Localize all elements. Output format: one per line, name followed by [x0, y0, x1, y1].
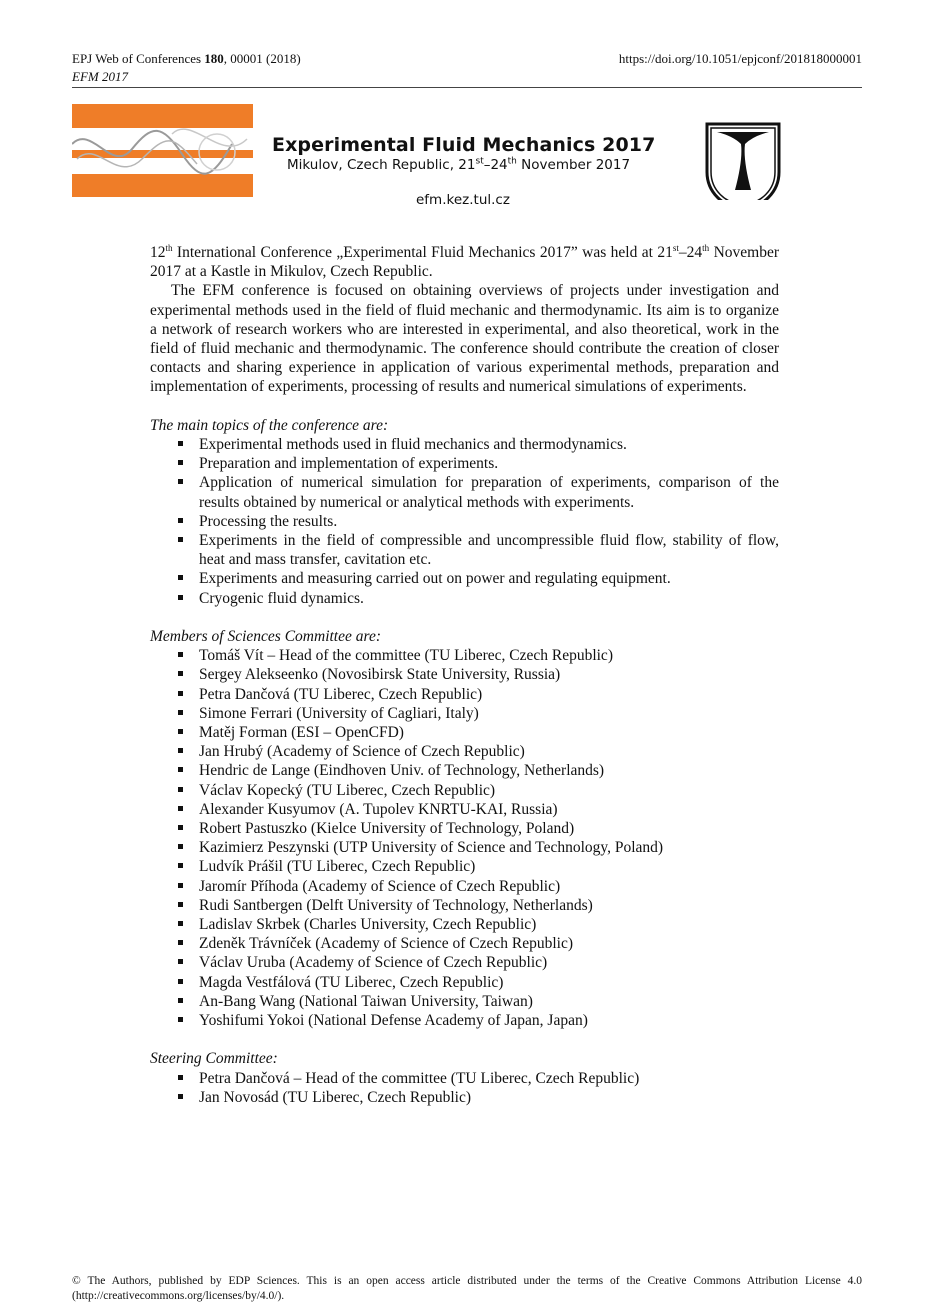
- list-item: Kazimierz Peszynski (UTP University of Science and Technology, Poland): [150, 838, 779, 857]
- list-item: Cryogenic fluid dynamics.: [150, 589, 779, 608]
- list-item: Simone Ferrari (University of Cagliari, Italy): [150, 704, 779, 723]
- journal-volume: 180: [204, 51, 224, 66]
- list-item: Ludvík Prášil (TU Liberec, Czech Republic): [150, 857, 779, 876]
- list-item: Václav Uruba (Academy of Science of Czech Republic): [150, 953, 779, 972]
- location-text: Mikulov, Czech Republic, 21: [287, 157, 476, 173]
- conference-location-date: [287, 157, 630, 173]
- list-item: An-Bang Wang (National Taiwan University, Taiwan): [150, 992, 779, 1011]
- conference-tag: EFM 2017: [72, 69, 128, 84]
- tul-logo-icon: [703, 120, 783, 200]
- topics-heading: The main topics of the conference are:: [150, 416, 389, 434]
- intro-text: 12: [150, 244, 166, 261]
- topics-list: [150, 435, 779, 608]
- list-item: Experiments and measuring carried out on power and regulating equipment.: [150, 569, 779, 588]
- science-committee-list: [150, 646, 779, 1030]
- list-item: Robert Pastuszko (Kielce University of Technology, Poland): [150, 819, 779, 838]
- list-item: Yoshifumi Yokoi (National Defense Academy of Japan, Japan): [150, 1011, 779, 1030]
- license-footer: © The Authors, published by EDP Sciences. This is an open access article distributed under the terms of the Creative Commons Attribution License 4.0 (http://creativecommons.org/licenses/by/4.0/).: [72, 1275, 862, 1302]
- list-item: Rudi Santbergen (Delft University of Technology, Netherlands): [150, 896, 779, 915]
- list-item: Alexander Kusyumov (A. Tupolev KNRTU-KAI, Russia): [150, 800, 779, 819]
- science-committee-heading: Members of Sciences Committee are:: [150, 628, 381, 646]
- intro-text: –24: [678, 244, 703, 261]
- list-item: Preparation and implementation of experiments.: [150, 454, 779, 473]
- list-item: Magda Vestfálová (TU Liberec, Czech Republic): [150, 973, 779, 992]
- list-item: Jan Novosád (TU Liberec, Czech Republic): [150, 1088, 779, 1107]
- efm-logo-icon: [72, 104, 253, 197]
- conference-url[interactable]: efm.kez.tul.cz: [416, 192, 510, 208]
- list-item: Václav Kopecký (TU Liberec, Czech Republic): [150, 781, 779, 800]
- list-item: Jaromír Příhoda (Academy of Science of Czech Republic): [150, 877, 779, 896]
- ordinal-suffix: th: [507, 156, 517, 167]
- article-body: [150, 243, 779, 1107]
- list-item: Ladislav Skrbek (Charles University, Czech Republic): [150, 915, 779, 934]
- journal-article-number: , 00001 (2018): [223, 51, 301, 66]
- list-item: Hendric de Lange (Eindhoven Univ. of Technology, Netherlands): [150, 761, 779, 780]
- journal-citation: [72, 50, 301, 67]
- conference-title: Experimental Fluid Mechanics 2017: [272, 134, 656, 156]
- list-item: Application of numerical simulation for preparation of experiments, comparison of the results obtained by numerical or analytical methods with experiments.: [150, 473, 779, 511]
- list-item: Petra Dančová (TU Liberec, Czech Republic): [150, 685, 779, 704]
- ordinal-suffix: th: [702, 242, 710, 253]
- month-year-text: November 2017: [516, 157, 631, 173]
- list-item: Sergey Alekseenko (Novosibirsk State University, Russia): [150, 665, 779, 684]
- ordinal-suffix: th: [165, 242, 173, 253]
- list-item: Zdeněk Trávníček (Academy of Science of Czech Republic): [150, 934, 779, 953]
- list-item: Matěj Forman (ESI – OpenCFD): [150, 723, 779, 742]
- list-item: Petra Dančová – Head of the committee (TU Liberec, Czech Republic): [150, 1069, 779, 1088]
- steering-committee-list: [150, 1069, 779, 1107]
- header-divider: [72, 87, 862, 88]
- intro-text: November 2017 at a Kastle in Mikulov, Czech Republic.: [150, 244, 779, 281]
- logo-swirl-graphic: [72, 104, 253, 197]
- intro-paragraph: [150, 243, 779, 281]
- ordinal-suffix: st: [475, 156, 484, 167]
- journal-name: EPJ Web of Conferences: [72, 51, 205, 66]
- ordinal-suffix: st: [672, 242, 679, 253]
- list-item: Tomáš Vít – Head of the committee (TU Liberec, Czech Republic): [150, 646, 779, 665]
- list-item: Processing the results.: [150, 512, 779, 531]
- doi-link[interactable]: https://doi.org/10.1051/epjconf/201818000001: [618, 51, 862, 66]
- list-item: Experiments in the field of compressible and uncompressible fluid flow, stability of flow, heat and mass transfer, cavitation etc.: [150, 531, 779, 569]
- list-item: Experimental methods used in fluid mechanics and thermodynamics.: [150, 435, 779, 454]
- intro-text: International Conference „Experimental Fluid Mechanics 2017” was held at 21: [172, 244, 673, 261]
- aims-paragraph: The EFM conference is focused on obtaining overviews of projects under investigation and experimental methods used in the field of fluid mechanic and thermodynamic. Its aim is to organize a network of research workers who are interested in experimental, and also theoretical, work in the field of fluid mechanic and thermodynamic. The conference should contribute the creation of closer contacts and sharing experience in application of various experimental methods, preparation and implementation of experiments, processing of results and numerical simulations of experiments.: [150, 282, 779, 396]
- steering-committee-heading: Steering Committee:: [150, 1050, 278, 1068]
- list-item: Jan Hrubý (Academy of Science of Czech Republic): [150, 742, 779, 761]
- date-range-text: –24: [483, 157, 508, 173]
